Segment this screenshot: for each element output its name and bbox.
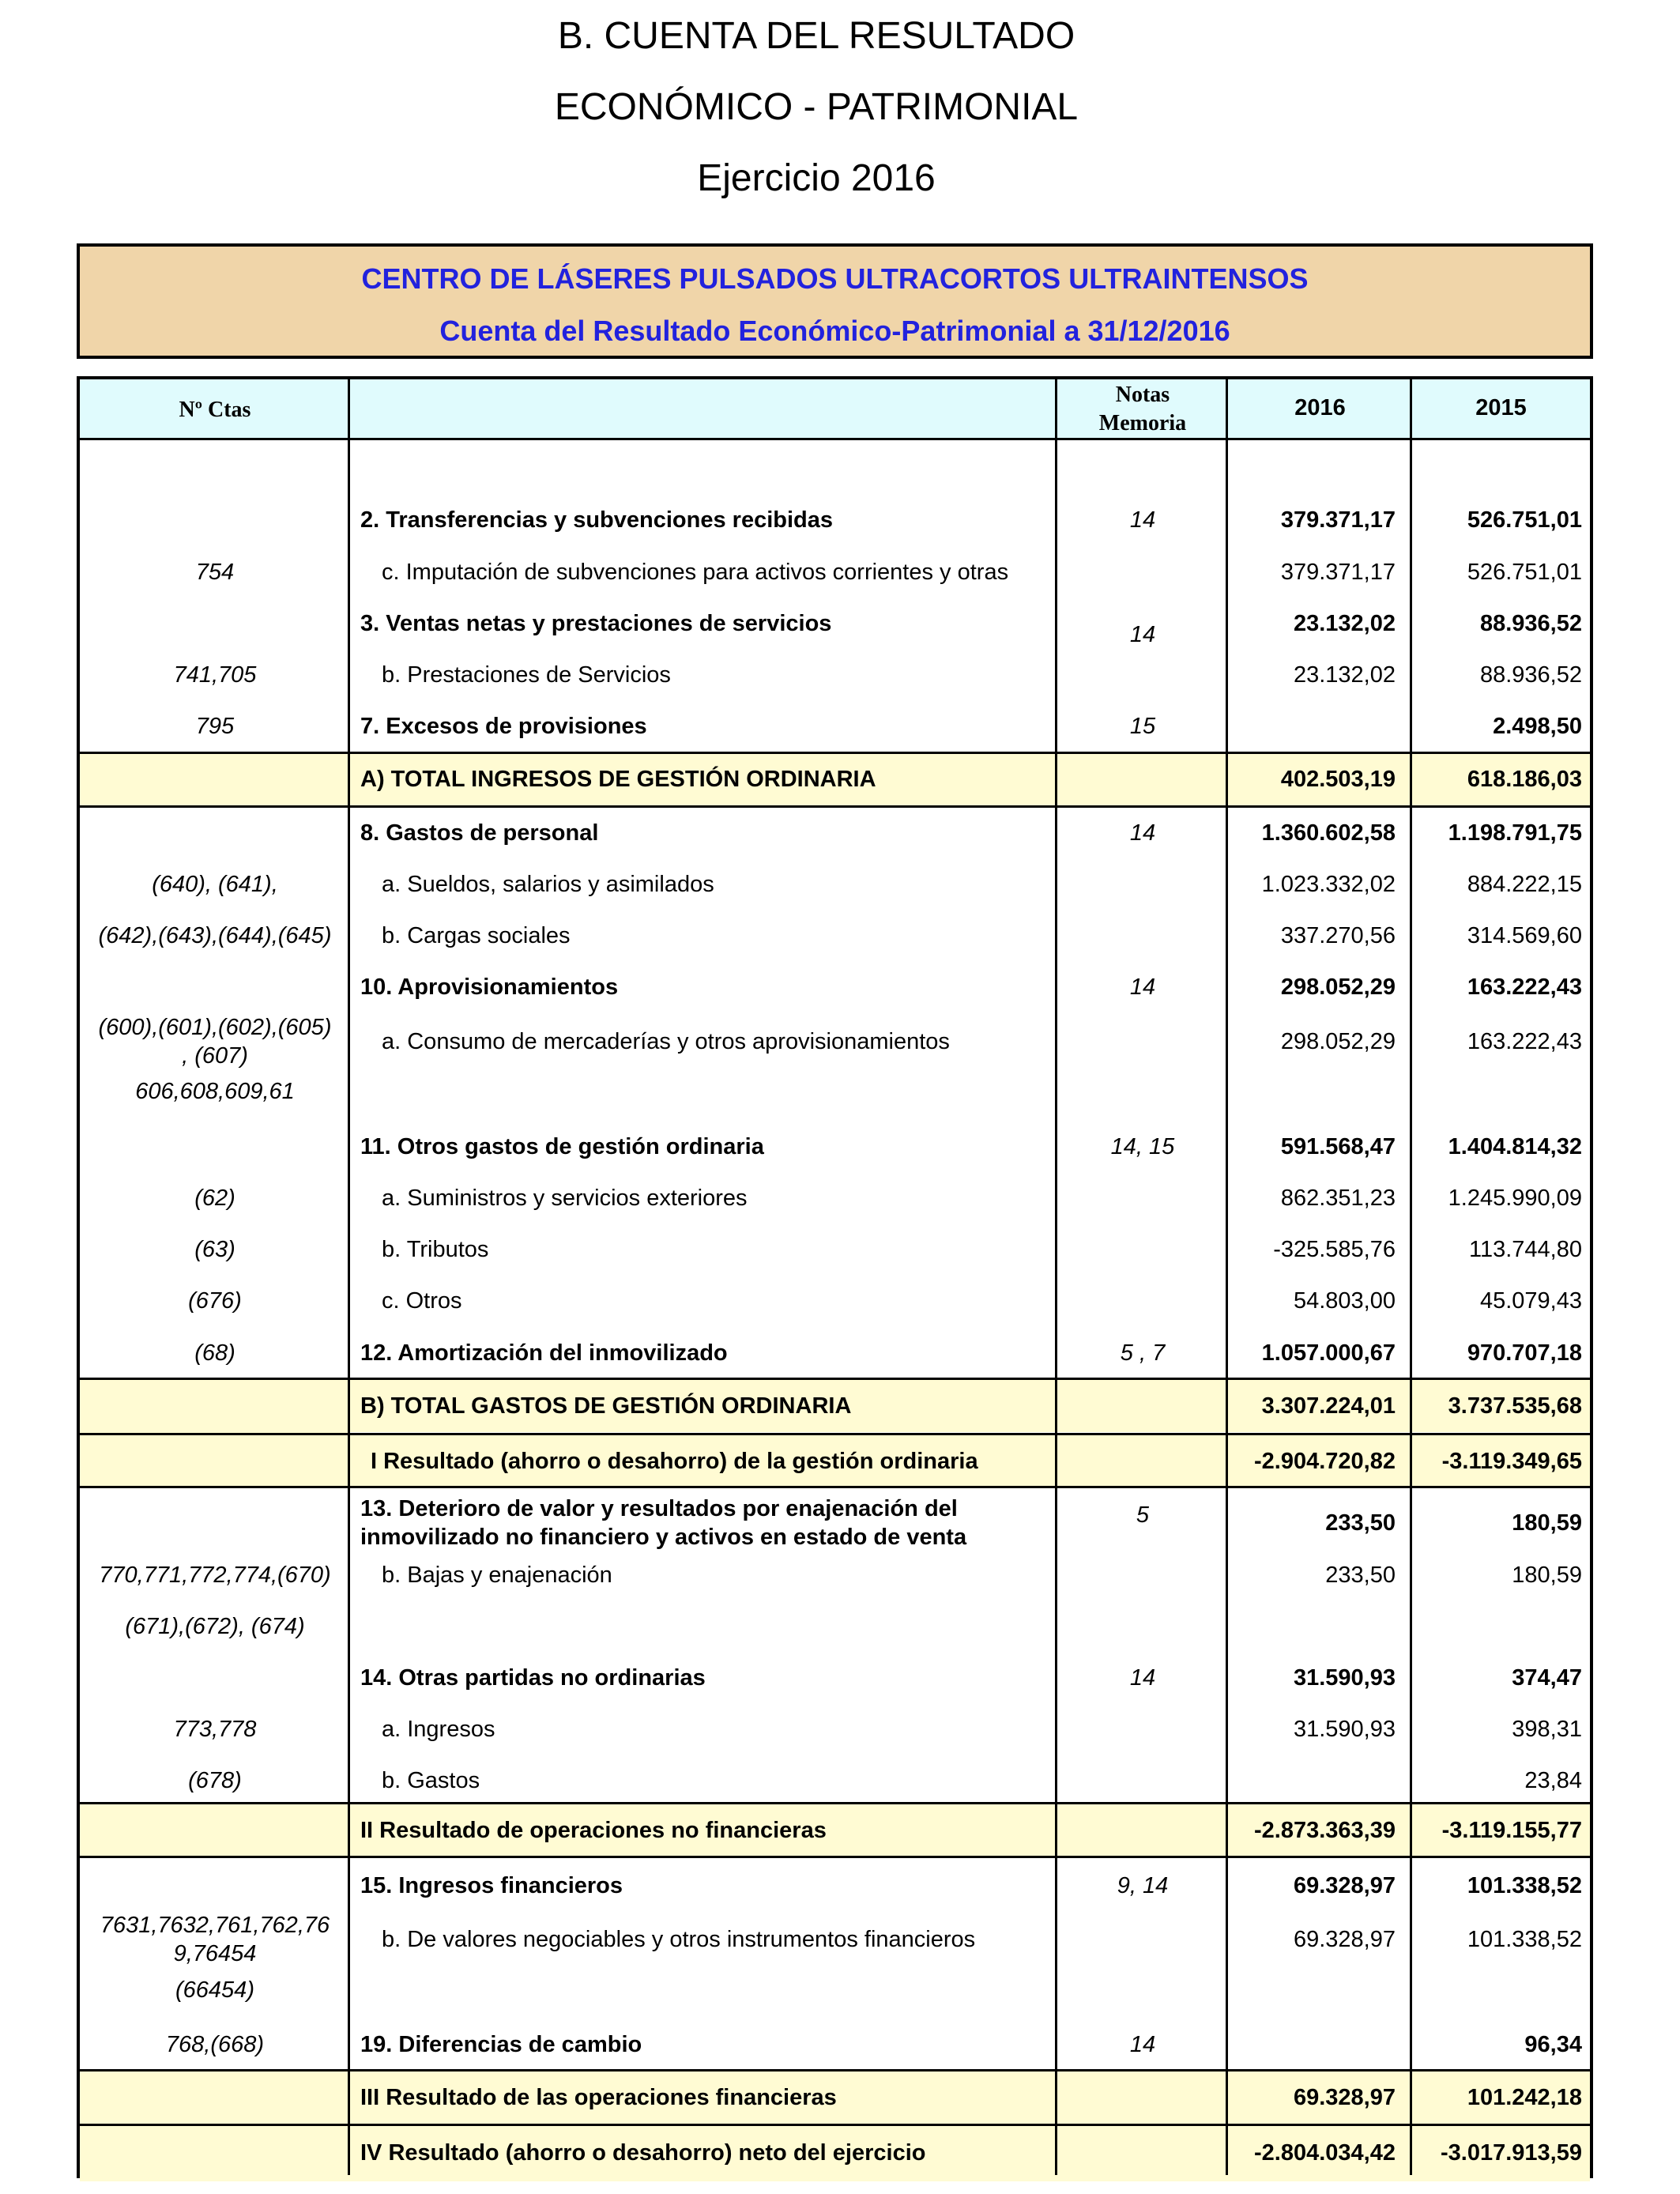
row-account: 606,608,609,61 — [135, 1079, 295, 1104]
row-value-2015: -3.017.913,59 — [1441, 2140, 1582, 2166]
row-note: 14 — [1129, 2032, 1156, 2057]
rule-3 — [80, 1378, 1590, 1380]
row-value-2015: 398,31 — [1512, 1717, 1582, 1742]
row-description: A) TOTAL INGRESOS DE GESTIÓN ORDINARIA — [360, 767, 876, 792]
row-value-2015: 884.222,15 — [1467, 872, 1582, 897]
row-value-2015: 45.079,43 — [1479, 1288, 1582, 1314]
row-value-2015: -3.119.155,77 — [1441, 1818, 1582, 1843]
row-description: b. De valores negociables y otros instrumentos financieros — [382, 1927, 976, 1952]
row-value-2016: 591.568,47 — [1280, 1134, 1396, 1159]
row-description: a. Suministros y servicios exteriores — [382, 1186, 748, 1211]
title-line-1: B. CUENTA DEL RESULTADO — [557, 15, 1075, 57]
row-description: B) TOTAL GASTOS DE GESTIÓN ORDINARIA — [360, 1393, 852, 1419]
row-note: 9, 14 — [1117, 1873, 1169, 1898]
row-value-2016: 69.328,97 — [1293, 2085, 1396, 2110]
row-value-2015: 96,34 — [1524, 2032, 1582, 2057]
row-value-2016: 31.590,93 — [1293, 1665, 1396, 1691]
band-total-ingresos-acct — [80, 754, 350, 806]
row-value-2015: 113.744,80 — [1469, 1237, 1582, 1262]
row-value-2015: 88.936,52 — [1479, 662, 1582, 688]
col-divider-4 — [1410, 379, 1412, 2175]
row-description: 8. Gastos de personal — [360, 820, 599, 846]
row-value-2015: 374,47 — [1512, 1665, 1582, 1691]
row-value-2015: 970.707,18 — [1467, 1340, 1582, 1366]
row-account: (640), (641), — [152, 872, 278, 897]
row-description: a. Consumo de mercaderías y otros aprovisionamientos — [382, 1029, 950, 1054]
row-value-2016: 298.052,29 — [1280, 974, 1396, 1000]
row-description: 7. Excesos de provisiones — [360, 714, 647, 739]
row-account: (68) — [194, 1340, 235, 1366]
row-account: (676) — [188, 1288, 242, 1314]
row-value-2016: 31.590,93 — [1293, 1717, 1396, 1742]
row-account: 770,771,772,774,(670) — [99, 1563, 331, 1588]
row-value-2015: 1.245.990,09 — [1448, 1186, 1582, 1211]
row-value-2015: 3.737.535,68 — [1448, 1393, 1582, 1419]
row-note: 5 — [1136, 1502, 1150, 1528]
row-value-2015: 101.338,52 — [1467, 1873, 1582, 1898]
row-value-2015: 23,84 — [1524, 1768, 1582, 1793]
row-value-2016: -2.904.720,82 — [1254, 1449, 1396, 1474]
row-description: c. Imputación de subvenciones para activos corrientes y otras — [382, 560, 1009, 585]
entity-name: CENTRO DE LÁSERES PULSADOS ULTRACORTOS ULTRAINTENSOS — [361, 262, 1309, 295]
row-note: 14, 15 — [1110, 1134, 1175, 1159]
row-account: (671),(672), (674) — [125, 1614, 305, 1639]
row-value-2016: 379.371,17 — [1280, 507, 1396, 533]
header-rule — [80, 438, 1590, 440]
row-value-2015: 163.222,43 — [1467, 974, 1582, 1000]
row-description: II Resultado de operaciones no financieras — [360, 1818, 827, 1843]
header-accounts — [80, 379, 350, 439]
row-account-cont: 9,76454 — [173, 1941, 257, 1966]
row-value-2016: 233,50 — [1325, 1563, 1396, 1588]
row-value-2016: 379.371,17 — [1280, 560, 1396, 585]
row-value-2015: 163.222,43 — [1467, 1029, 1582, 1054]
header-description — [350, 379, 1057, 439]
row-value-2016: 69.328,97 — [1293, 1873, 1396, 1898]
row-value-2015: 2.498,50 — [1493, 714, 1582, 739]
row-value-2016: 862.351,23 — [1280, 1186, 1396, 1211]
row-value-2016: 3.307.224,01 — [1261, 1393, 1396, 1419]
entity-subtitle: Cuenta del Resultado Económico-Patrimonial a 31/12/2016 — [439, 315, 1230, 347]
rule-5 — [80, 1486, 1590, 1488]
row-description: a. Sueldos, salarios y asimilados — [382, 872, 714, 897]
row-value-2016: 69.328,97 — [1293, 1927, 1396, 1952]
header-2015-label: 2015 — [1475, 395, 1527, 420]
rule-8 — [80, 2069, 1590, 2071]
row-value-2015: 180,59 — [1512, 1510, 1582, 1536]
col-divider-2 — [1055, 379, 1057, 2175]
row-description: a. Ingresos — [382, 1717, 495, 1742]
header-accounts-label: Nº Ctas — [179, 398, 251, 422]
row-note: 14 — [1129, 622, 1156, 647]
row-description: b. Tributos — [382, 1237, 489, 1262]
row-account: 768,(668) — [165, 2032, 265, 2057]
row-value-2016: -2.804.034,42 — [1254, 2140, 1396, 2166]
row-account: 7631,7632,761,762,76 — [100, 1913, 330, 1938]
row-value-2015: -3.119.349,65 — [1441, 1449, 1582, 1474]
row-description: 15. Ingresos financieros — [360, 1873, 623, 1898]
title-line-2: ECONÓMICO - PATRIMONIAL — [554, 86, 1079, 128]
row-account: (678) — [188, 1768, 242, 1793]
col-divider-1 — [348, 379, 350, 2175]
header-2015 — [1412, 379, 1590, 439]
row-description: b. Bajas y enajenación — [382, 1563, 612, 1588]
row-value-2015: 101.242,18 — [1467, 2085, 1582, 2110]
row-description: c. Otros — [382, 1288, 462, 1314]
result-table — [77, 376, 1593, 2178]
header-notes-line1: Notas — [1115, 383, 1170, 407]
row-value-2016: 54.803,00 — [1293, 1288, 1396, 1314]
row-account: (66454) — [175, 1977, 254, 2003]
header-2016-label: 2016 — [1294, 395, 1346, 420]
row-account: 795 — [195, 714, 235, 739]
row-value-2016: 298.052,29 — [1280, 1029, 1396, 1054]
row-value-2015: 526.751,01 — [1467, 560, 1582, 585]
row-value-2015: 314.569,60 — [1467, 923, 1582, 948]
row-value-2015: 1.404.814,32 — [1448, 1134, 1582, 1159]
row-account: 754 — [195, 560, 235, 585]
row-value-2015: 180,59 — [1512, 1563, 1582, 1588]
row-note: 14 — [1129, 1665, 1156, 1691]
entity-header — [77, 243, 1593, 359]
row-note: 14 — [1129, 820, 1156, 846]
row-value-2016: -325.585,76 — [1273, 1237, 1396, 1262]
row-account: (63) — [194, 1237, 235, 1262]
row-description: 14. Otras partidas no ordinarias — [360, 1665, 706, 1691]
row-description: IV Resultado (ahorro o desahorro) neto del ejercicio — [360, 2140, 926, 2166]
row-note: 15 — [1129, 714, 1156, 739]
row-note: 14 — [1129, 974, 1156, 1000]
row-account: 773,778 — [173, 1717, 257, 1742]
row-value-2016: -2.873.363,39 — [1254, 1818, 1396, 1843]
row-description: 13. Deterioro de valor y resultados por enajenación del — [360, 1496, 958, 1521]
row-description: 12. Amortización del inmovilizado — [360, 1340, 728, 1366]
row-value-2015: 526.751,01 — [1467, 507, 1582, 533]
header-2016 — [1228, 379, 1412, 439]
row-description: b. Gastos — [382, 1768, 480, 1793]
row-description: b. Cargas sociales — [382, 923, 571, 948]
row-account: (62) — [194, 1186, 235, 1211]
row-account-cont: , (607) — [182, 1043, 248, 1069]
row-description: 10. Aprovisionamientos — [360, 974, 619, 1000]
rule-6 — [80, 1802, 1590, 1804]
row-value-2016: 23.132,02 — [1293, 662, 1396, 688]
row-value-2016: 337.270,56 — [1280, 923, 1396, 948]
header-notes — [1057, 379, 1228, 439]
rule-9 — [80, 2124, 1590, 2126]
row-value-2016: 23.132,02 — [1293, 611, 1396, 636]
col-divider-3 — [1226, 379, 1228, 2175]
row-description: 2. Transferencias y subvenciones recibidas — [360, 507, 834, 533]
row-value-2016: 1.057.000,67 — [1261, 1340, 1396, 1366]
row-account: (600),(601),(602),(605) — [98, 1015, 332, 1040]
row-description: 19. Diferencias de cambio — [360, 2032, 642, 2057]
rule-7 — [80, 1856, 1590, 1858]
row-value-2016: 233,50 — [1325, 1510, 1396, 1536]
row-description: b. Prestaciones de Servicios — [382, 662, 671, 688]
band-no-fin-acct — [80, 1804, 350, 1857]
band-fin-acct — [80, 2071, 350, 2181]
row-value-2015: 88.936,52 — [1479, 611, 1582, 636]
row-value-2015: 101.338,52 — [1467, 1927, 1582, 1952]
row-description-cont: inmovilizado no financiero y activos en estado de venta — [360, 1525, 967, 1550]
rule-2 — [80, 805, 1590, 808]
row-value-2016: 1.023.332,02 — [1261, 872, 1396, 897]
row-note: 5 , 7 — [1120, 1340, 1166, 1366]
rule-4 — [80, 1433, 1590, 1435]
title-line-3: Ejercicio 2016 — [697, 157, 936, 199]
rule-1 — [80, 752, 1590, 754]
row-description: 11. Otros gastos de gestión ordinaria — [360, 1134, 764, 1159]
row-value-2016: 1.360.602,58 — [1261, 820, 1396, 846]
row-description: I Resultado (ahorro o desahorro) de la gestión ordinaria — [371, 1449, 978, 1474]
row-description: III Resultado de las operaciones financieras — [360, 2085, 837, 2110]
header-notes-line2: Memoria — [1098, 411, 1187, 435]
row-value-2016: 402.503,19 — [1280, 767, 1396, 792]
row-value-2015: 1.198.791,75 — [1448, 820, 1582, 846]
row-account: 741,705 — [173, 662, 257, 688]
row-description: 3. Ventas netas y prestaciones de servicios — [360, 611, 832, 636]
row-value-2015: 618.186,03 — [1467, 767, 1582, 792]
row-account: (642),(643),(644),(645) — [98, 923, 332, 948]
row-note: 14 — [1129, 507, 1156, 533]
